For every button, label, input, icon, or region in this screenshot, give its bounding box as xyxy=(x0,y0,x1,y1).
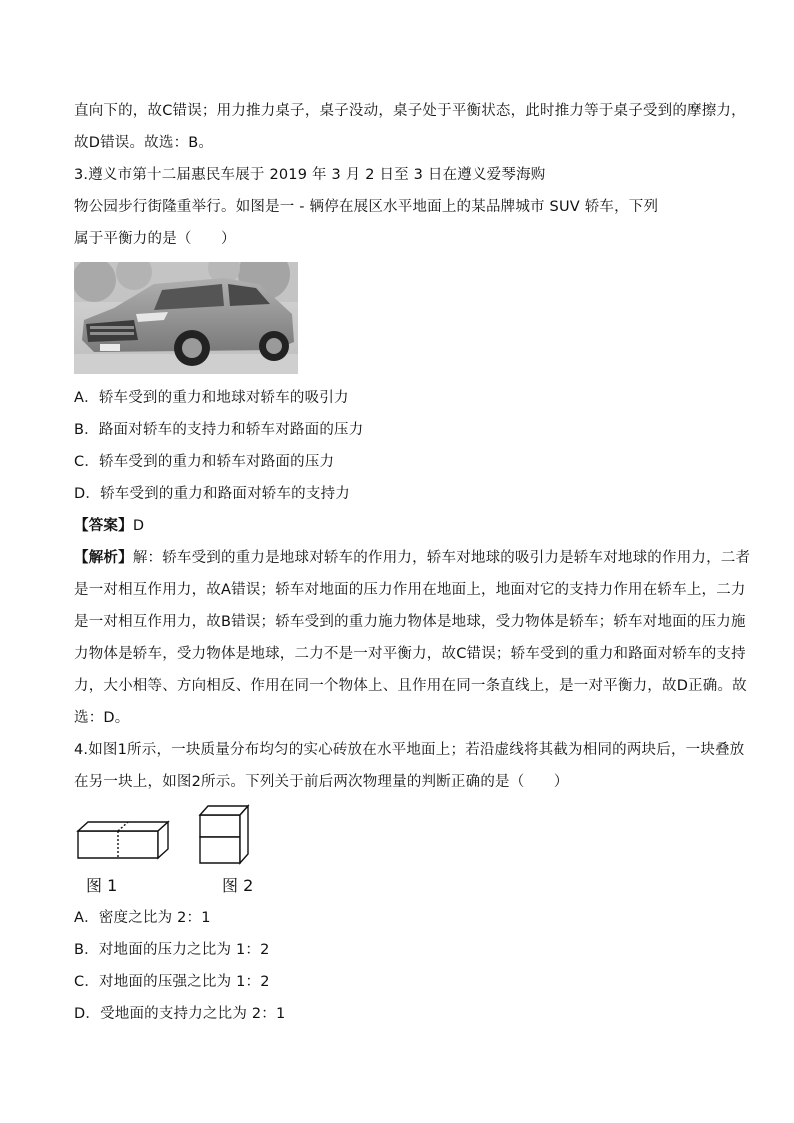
question-3-stem: 属于平衡力的是（ ） xyxy=(74,231,236,247)
option-c: C．轿车受到的重力和轿车对路面的压力 xyxy=(74,454,335,470)
figure-1-brick xyxy=(78,822,168,858)
option-b: B．对地面的压力之比为 1：2 xyxy=(74,942,270,958)
analysis-line xyxy=(74,548,750,568)
analysis-line: 是一对相互作用力，故A错误；轿车对地面的压力作用在地面上，地面对它的支持力作用在轿车上，二力 xyxy=(74,582,746,598)
text-line: 直向下的，故C错误；用力推力桌子，桌子没动，桌子处于平衡状态，此时推力等于桌子受到的摩擦力， xyxy=(74,103,746,119)
analysis-line: 选：D。 xyxy=(74,710,130,726)
figure-2-caption: 图 2 xyxy=(222,876,254,895)
figure-2-stacked-bricks xyxy=(200,806,248,863)
option-d: D．受地面的支持力之比为 2：1 xyxy=(74,1006,286,1022)
option-b: B．路面对轿车的支持力和轿车对路面的压力 xyxy=(74,422,364,438)
analysis-line: 是一对相互作用力，故B错误；轿车受到的重力施力物体是地球，受力物体是轿车；轿车对地面的压力施 xyxy=(74,614,746,630)
figure-1-caption: 图 1 xyxy=(86,876,118,895)
analysis-line: 力物体是轿车，受力物体是地球，二力不是一对平衡力，故C错误；轿车受到的重力和路面对轿车的支持 xyxy=(74,646,746,662)
question-3-stem: 物公园步行街隆重举行。如图是一 - 辆停在展区水平地面上的某品牌城市 SUV 轿车，下列 xyxy=(74,199,659,215)
answer-value: D xyxy=(132,518,145,534)
option-d: D．轿车受到的重力和路面对轿车的支持力 xyxy=(74,486,350,502)
suv-car-image xyxy=(74,262,298,374)
analysis-line: 力，大小相等、方向相反、作用在同一个物体上、且作用在同一条直线上，是一对平衡力，故D正确。故 xyxy=(74,678,747,694)
question-3-stem: 3.遵义市第十二届惠民车展于 2019 年 3 月 2 日至 3 日在遵义爱琴海购 xyxy=(74,167,546,183)
question-4-stem: 在另一块上，如图2所示。下列关于前后两次物理量的判断正确的是（ ） xyxy=(74,774,569,790)
option-a: A．轿车受到的重力和地球对轿车的吸引力 xyxy=(74,390,349,406)
option-a: A．密度之比为 2：1 xyxy=(74,910,211,926)
analysis-label: 【解析】 xyxy=(74,550,133,566)
answer-label: 【答案】 xyxy=(74,518,133,534)
text-line: 故D错误。故选：B。 xyxy=(74,135,214,151)
answer-line xyxy=(74,516,144,536)
option-c: C．对地面的压强之比为 1：2 xyxy=(74,974,270,990)
analysis-text: 解：轿车受到的重力是地球对轿车的作用力，轿车对地球的吸引力是轿车对地球的作用力，二者 xyxy=(132,550,751,566)
question-4-stem: 4.如图1所示，一块质量分布均匀的实心砖放在水平地面上；若沿虚线将其截为相同的两块后，一块叠放 xyxy=(74,742,745,758)
